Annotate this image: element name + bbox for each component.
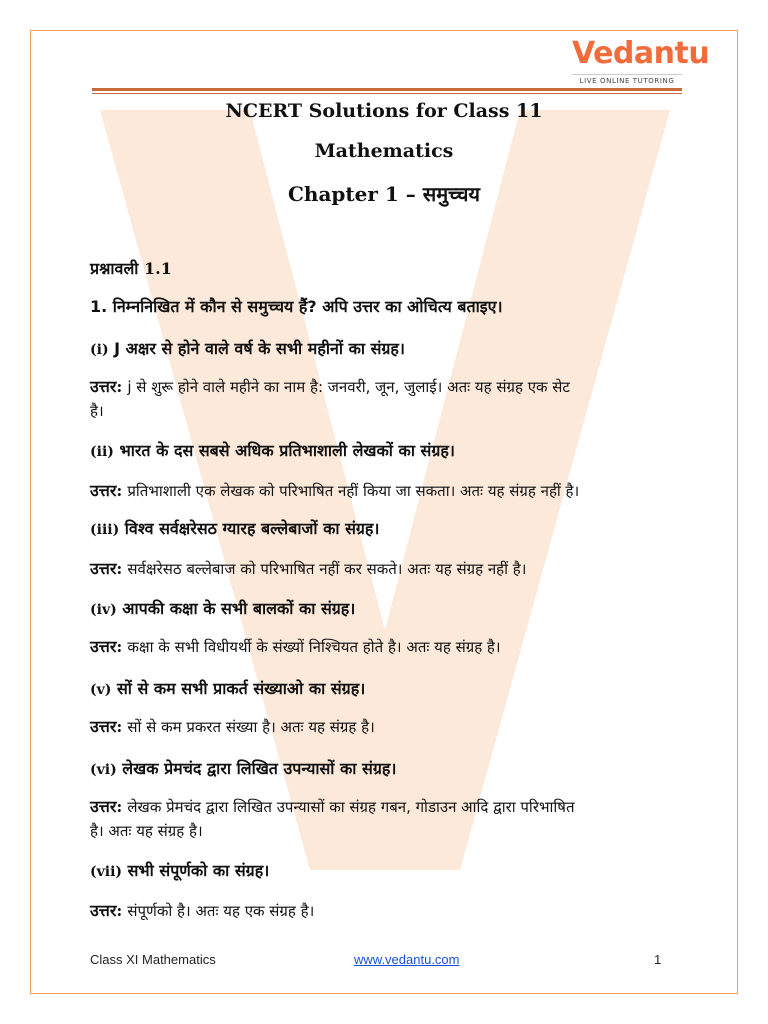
question-item bbox=[90, 678, 680, 701]
doc-chapter: Chapter 1 – समुच्चय bbox=[287, 182, 481, 206]
question-item bbox=[90, 598, 680, 621]
answer-text: कक्षा के सभी विधीयर्थी के संख्यों निश्चियत होते है। अतः यह संग्रह है। bbox=[127, 638, 501, 656]
header-rule-thin bbox=[92, 93, 682, 94]
question-number: (ii) bbox=[90, 444, 114, 460]
question-text: भारत के दस सबसे अधिक प्रतिभाशाली लेखकों का संग्रह। bbox=[119, 441, 455, 460]
answer-label: उत्तर: bbox=[90, 481, 123, 500]
answer-text-continued: है। bbox=[90, 402, 104, 420]
answer-text: j से शुरू होने वाले महीने का नाम है: जनवरी, जून, जुलाई। अतः यह संग्रह एक सेट bbox=[127, 378, 570, 396]
logo-tagline: LIVE ONLINE TUTORING bbox=[572, 74, 682, 85]
answer-label: उत्तर: bbox=[90, 377, 123, 396]
answer-item bbox=[90, 636, 680, 658]
question-text: J अक्षर से होने वाले वर्ष के सभी महीनों का संग्रह। bbox=[114, 339, 405, 358]
question-item bbox=[90, 338, 680, 361]
footer-website-link[interactable]: www.vedantu.com bbox=[354, 952, 460, 967]
answer-item bbox=[90, 796, 680, 818]
page-number: 1 bbox=[654, 952, 662, 967]
answer-text: संपूर्णको है। अतः यह एक संग्रह है। bbox=[127, 902, 315, 920]
vedantu-logo[interactable] bbox=[572, 36, 710, 85]
question-number: (iv) bbox=[90, 602, 117, 618]
question-item bbox=[90, 758, 680, 781]
question-text: आपकी कक्षा के सभी बालकों का संग्रह। bbox=[122, 599, 356, 618]
answer-text: लेखक प्रेमचंद द्वारा लिखित उपन्यासों का संग्रह गबन, गोडाउन आदि द्वारा परिभाषित bbox=[127, 798, 575, 816]
main-question: 1. निम्ननिखित में कौन से समुच्चय हैं? अपि उत्तर का ओचित्य बताइए। bbox=[90, 297, 503, 316]
answer-text: प्रतिभाशाली एक लेखक को परिभाषित नहीं किया जा सकता। अतः यह संग्रह नहीं है। bbox=[127, 482, 580, 500]
question-text: लेखक प्रेमचंद द्वारा लिखित उपन्यासों का संग्रह। bbox=[122, 759, 397, 778]
doc-title: NCERT Solutions for Class 11 bbox=[225, 100, 543, 122]
logo-wordmark: Vedantu bbox=[572, 36, 710, 71]
answer-item bbox=[90, 716, 680, 738]
answer-label: उत्तर: bbox=[90, 559, 123, 578]
answer-item bbox=[90, 480, 680, 502]
question-item bbox=[90, 860, 680, 883]
answer-item bbox=[90, 558, 680, 580]
header-rule-thick bbox=[92, 88, 682, 91]
answer-label: उत्तर: bbox=[90, 797, 123, 816]
question-text: सों से कम सभी प्राकर्त संख्याओ का संग्रह। bbox=[116, 679, 366, 698]
question-number: (iii) bbox=[90, 522, 120, 538]
exercise-heading: प्रश्नावली 1.1 bbox=[90, 259, 172, 278]
answer-text: सर्वक्षरेसठ बल्लेबाज को परिभाषित नहीं कर सकते। अतः यह संग्रह नहीं है। bbox=[127, 560, 527, 578]
question-text: विश्व सर्वक्षरेसठ ग्यारह बल्लेबाजों का संग्रह। bbox=[124, 519, 380, 538]
question-number: (vii) bbox=[90, 864, 123, 880]
answer-text-continued: है। अतः यह संग्रह है। bbox=[90, 822, 203, 840]
question-number: (i) bbox=[90, 342, 109, 358]
question-number: (v) bbox=[90, 682, 112, 698]
footer-class-label: Class XI Mathematics bbox=[90, 952, 216, 967]
answer-label: उत्तर: bbox=[90, 901, 123, 920]
question-item bbox=[90, 518, 680, 541]
question-number: (vi) bbox=[90, 762, 117, 778]
doc-subject: Mathematics bbox=[314, 140, 454, 162]
answer-item bbox=[90, 376, 680, 398]
answer-text: सों से कम प्रकरत संख्या है। अतः यह संग्रह है। bbox=[127, 718, 375, 736]
answer-label: उत्तर: bbox=[90, 717, 123, 736]
question-item bbox=[90, 440, 680, 463]
answer-label: उत्तर: bbox=[90, 637, 123, 656]
answer-item bbox=[90, 900, 680, 922]
question-text: सभी संपूर्णको का संग्रह। bbox=[127, 861, 270, 880]
